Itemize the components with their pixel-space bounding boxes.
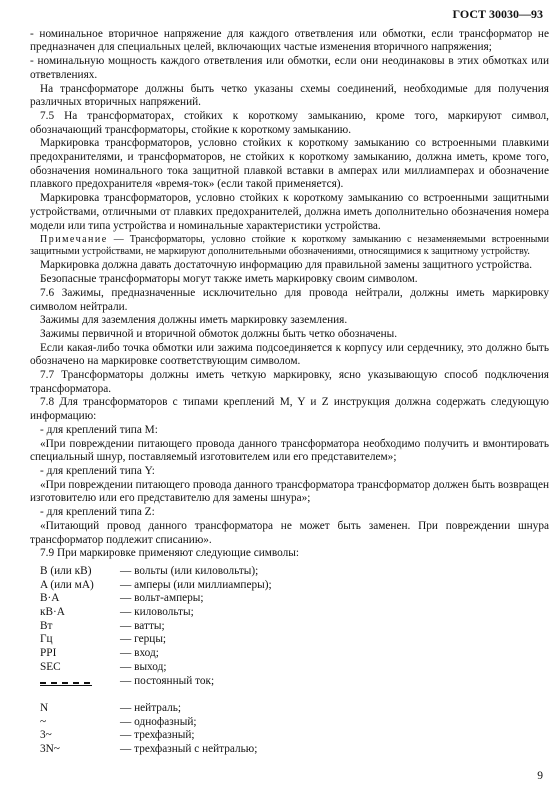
dc-symbol-line-cell	[40, 688, 120, 702]
paragraph: 7.6 Зажимы, предназначенные исключительно для провода нейтрали, должны иметь маркировку символом нейтрали.	[30, 286, 549, 313]
symbol-row	[40, 606, 272, 620]
symbol: A (или мА)	[40, 578, 94, 591]
symbol-description: — трехфазный;	[120, 729, 195, 742]
symbol: B (или кВ)	[40, 564, 92, 577]
symbol-description: — постоянный ток;	[120, 674, 215, 687]
symbol-row	[40, 633, 272, 647]
paragraph: - для креплений типа M:	[40, 423, 158, 436]
paragraph: - номинальное вторичное напряжение для каждого ответвления или обмотки, если трансформатор не предназначен для специальных целей, включающих частые изменения вторичного напряжения;	[30, 27, 549, 54]
paragraph: Маркировка трансформаторов, условно стойких к короткому замыканию со встроенными защитными устройствами, отличными от плавких предохранителей, должна иметь дополнительно обозначения номера модели или типа устройства и номинальные характеристики устройства.	[30, 192, 549, 232]
paragraph: 7.8 Для трансформаторов с типами креплений M, Y и Z инструкция должна содержать следующую информацию:	[30, 396, 549, 423]
paragraph: - для креплений типа Z:	[40, 506, 155, 519]
standard-header: ГОСТ 30030—93	[452, 7, 543, 21]
symbols-table	[40, 565, 272, 757]
note-text: — Трансформаторы, условно стойкие к короткому замыканию с незаменяемыми встроенными защитными устройствами, не маркируют дополнительными обозначениями, относящимися к защитному устройству.	[30, 234, 549, 257]
symbol-description: — вольт-амперы;	[120, 592, 204, 605]
paragraph: - номинальную мощность каждого ответвления или обмотки, если они неодинаковы в этих обмотках или ответвлениях.	[30, 55, 549, 81]
symbol: B·A	[40, 592, 60, 605]
symbol: Гц	[40, 633, 53, 646]
symbol-row	[40, 743, 272, 757]
paragraph: Безопасные трансформаторы могут также иметь маркировку своим символом.	[40, 273, 418, 286]
paragraph: 7.5 На трансформаторах, стойких к короткому замыканию, кроме того, маркируют символ, обозначающий трансформаторы, стойкие к короткому замыканию.	[30, 109, 549, 136]
symbol-row	[40, 592, 272, 606]
symbol-description: — амперы (или миллиамперы);	[120, 578, 272, 591]
symbol-row	[40, 702, 272, 716]
symbol-description: — киловольты;	[120, 606, 194, 619]
paragraph: На трансформаторе должны быть четко указаны схемы соединений, необходимые для получения различных вторичных напряжений.	[30, 82, 549, 109]
dc-current-icon	[40, 682, 90, 684]
paragraph: Зажимы первичной и вторичной обмоток должны быть четко обозначены.	[40, 327, 398, 340]
note	[30, 234, 549, 257]
symbol-description: — однофазный;	[120, 715, 197, 728]
symbol-row	[40, 565, 272, 579]
symbol-description: — выход;	[120, 660, 167, 673]
paragraph: «При повреждении питающего провода данного трансформатора трансформатор должен быть возвращен изготовителю или его представителю для замены шнура»;	[30, 478, 549, 505]
symbol-description: — нейтраль;	[120, 701, 181, 714]
paragraph: - для креплений типа Y:	[40, 464, 155, 477]
symbol: 3N~	[40, 743, 60, 756]
symbol: кB·A	[40, 606, 65, 619]
symbol-row	[40, 661, 272, 675]
symbol-description: — трехфазный с нейтралью;	[120, 743, 258, 756]
symbol: ~	[40, 715, 47, 728]
dc-symbol-cell	[40, 675, 120, 689]
symbol-row	[40, 688, 272, 702]
paragraph: Если какая-либо точка обмотки или зажима подсоединяется к корпусу или сердечнику, это должно быть обозначено на маркировке соответствующим символом.	[30, 341, 549, 368]
note-label: Примечание	[40, 234, 108, 246]
symbol: PPI	[40, 647, 57, 660]
symbol-row	[40, 579, 272, 593]
symbol: SEC	[40, 660, 61, 673]
symbol: N	[40, 701, 49, 714]
symbol-row	[40, 729, 272, 743]
symbol-row	[40, 620, 272, 634]
paragraph: Маркировка трансформаторов, условно стойких к короткому замыканию со встроенными плавкими предохранителями, и трансформаторов, не стойких к короткому замыканию, должна иметь, кроме того, обозначения номинального тока защитной плавкой вставки в амперах или миллиамперах и обозначение плавкого предохранителя «время-ток» (если такой применяется).	[30, 137, 549, 191]
symbol: 3~	[40, 729, 52, 742]
symbol-row	[40, 647, 272, 661]
paragraph: 7.9 При маркировке применяют следующие символы:	[40, 547, 300, 560]
symbol-row	[40, 716, 272, 730]
paragraph: 7.7 Трансформаторы должны иметь четкую маркировку, ясно указывающую способ подключения трансформатора.	[30, 369, 549, 395]
paragraph: «Питающий провод данного трансформатора не может быть заменен. При повреждении шнура трансформатор подлежит списанию».	[30, 519, 549, 546]
paragraph: Маркировка должна давать достаточную информацию для правильной замены защитного устройства.	[40, 259, 533, 272]
page-number: 9	[537, 770, 543, 783]
symbol: Вт	[40, 619, 53, 632]
symbol-description: — герцы;	[120, 633, 167, 646]
symbol-description: — вход;	[120, 647, 159, 660]
symbol-description: — ватты;	[120, 619, 165, 632]
symbol-row	[40, 675, 272, 689]
paragraph: Зажимы для заземления должны иметь маркировку заземления.	[40, 314, 348, 327]
paragraph: «При повреждении питающего провода данного трансформатора необходимо получить и вмонтировать специальный шнур, поставляемый изготовителем или его представителем»;	[30, 437, 549, 464]
symbol-description: — вольты (или киловольты);	[120, 564, 259, 577]
